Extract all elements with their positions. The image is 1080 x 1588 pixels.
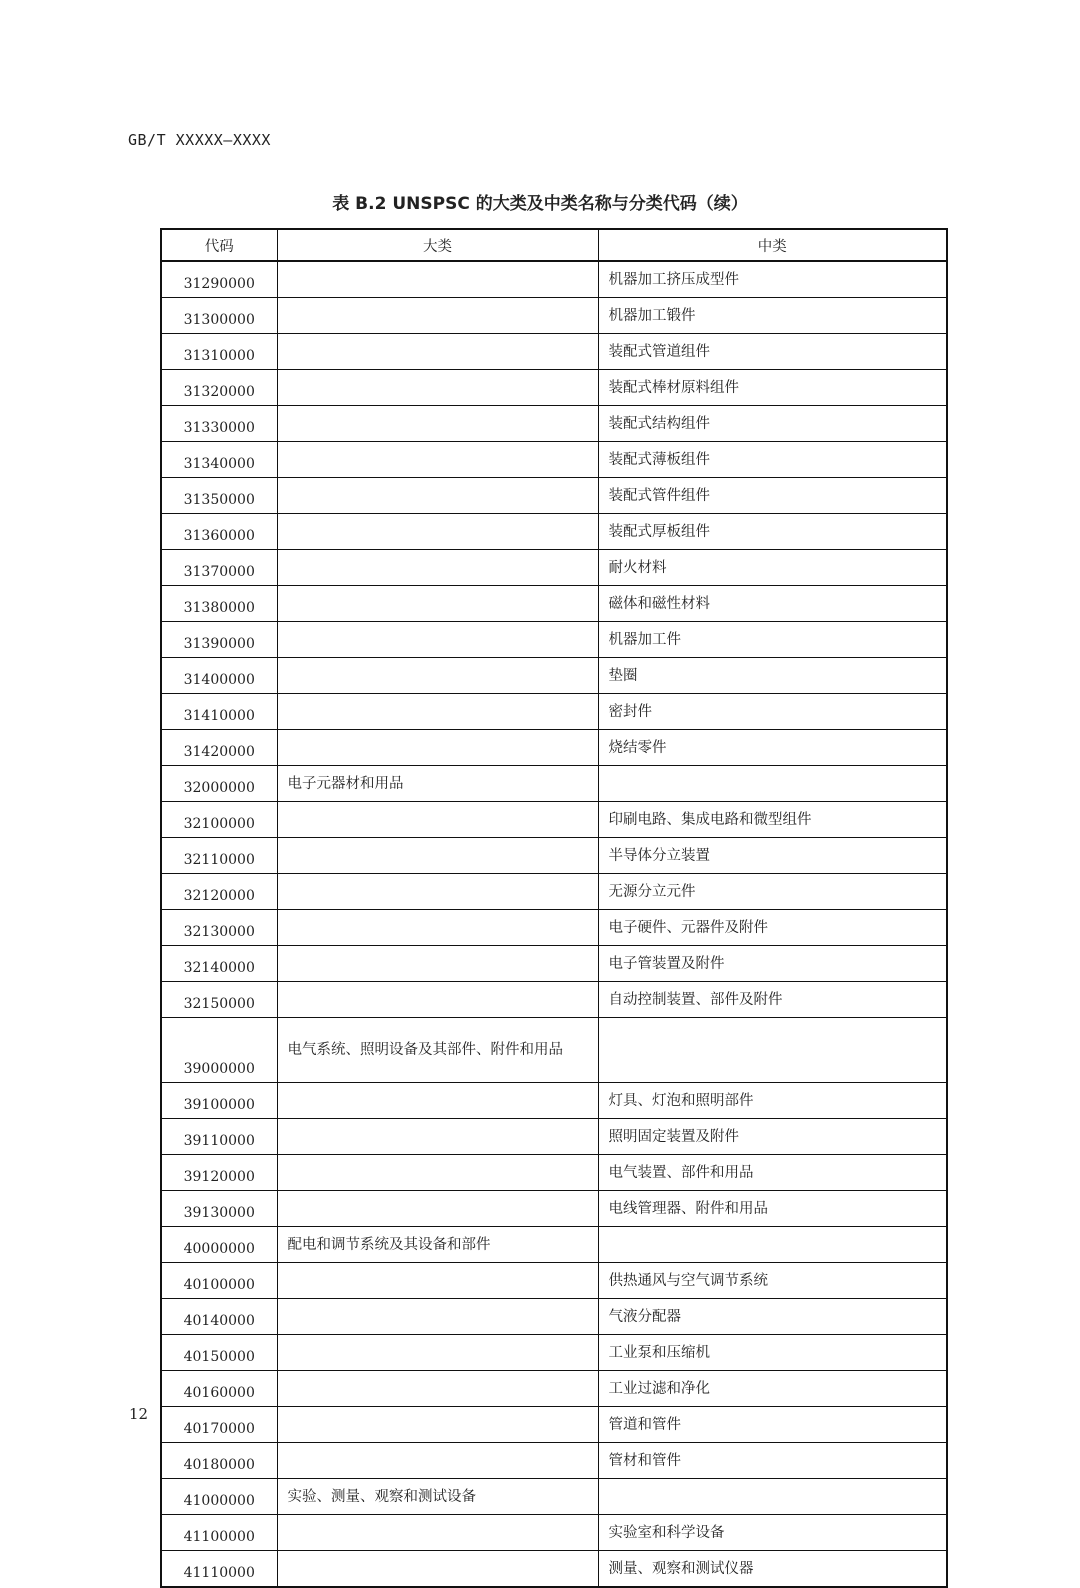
table-row (161, 1299, 947, 1335)
major-category-cell (277, 298, 598, 334)
major-category-cell (277, 1515, 598, 1551)
table-row (161, 946, 947, 982)
table-row (161, 1443, 947, 1479)
table-row (161, 334, 947, 370)
major-category-cell (277, 478, 598, 514)
code-cell: 31330000 (161, 406, 277, 442)
table-row (161, 1371, 947, 1407)
code-cell: 32150000 (161, 982, 277, 1018)
table-row (161, 1551, 947, 1588)
standard-code-header: GB/T XXXXX—XXXX (128, 131, 271, 149)
major-category-cell (277, 1371, 598, 1407)
middle-category-cell: 无源分立元件 (598, 874, 947, 910)
table-row (161, 730, 947, 766)
table-row (161, 1335, 947, 1371)
middle-category-cell (598, 766, 947, 802)
middle-category-cell: 半导体分立装置 (598, 838, 947, 874)
column-header-middle: 中类 (598, 229, 947, 261)
middle-category-cell: 电子管装置及附件 (598, 946, 947, 982)
table-row (161, 1479, 947, 1515)
major-category-cell (277, 586, 598, 622)
table-row (161, 370, 947, 406)
middle-category-cell: 管材和管件 (598, 1443, 947, 1479)
classification-table (160, 228, 948, 1588)
middle-category-cell (598, 1479, 947, 1515)
major-category-cell (277, 622, 598, 658)
table-row (161, 766, 947, 802)
middle-category-cell: 电线管理器、附件和用品 (598, 1191, 947, 1227)
major-category-cell (277, 730, 598, 766)
page-number: 12 (129, 1405, 149, 1423)
major-category-cell (277, 1407, 598, 1443)
major-category-cell: 电子元器材和用品 (277, 766, 598, 802)
middle-category-cell: 工业过滤和净化 (598, 1371, 947, 1407)
code-cell: 31370000 (161, 550, 277, 586)
code-cell: 40150000 (161, 1335, 277, 1371)
middle-category-cell: 电子硬件、元器件及附件 (598, 910, 947, 946)
middle-category-cell: 装配式薄板组件 (598, 442, 947, 478)
code-cell: 31420000 (161, 730, 277, 766)
major-category-cell (277, 1191, 598, 1227)
middle-category-cell: 实验室和科学设备 (598, 1515, 947, 1551)
table-row (161, 406, 947, 442)
code-cell: 41000000 (161, 1479, 277, 1515)
code-cell: 40170000 (161, 1407, 277, 1443)
code-cell: 41100000 (161, 1515, 277, 1551)
major-category-cell (277, 334, 598, 370)
major-category-cell (277, 514, 598, 550)
major-category-cell: 实验、测量、观察和测试设备 (277, 1479, 598, 1515)
code-cell: 40160000 (161, 1371, 277, 1407)
middle-category-cell: 装配式棒材原料组件 (598, 370, 947, 406)
middle-category-cell (598, 1018, 947, 1083)
major-category-cell (277, 1551, 598, 1588)
table-row (161, 586, 947, 622)
code-cell: 31290000 (161, 261, 277, 298)
table-row (161, 982, 947, 1018)
major-category-cell: 电气系统、照明设备及其部件、附件和用品 (277, 1018, 598, 1083)
middle-category-cell: 电气装置、部件和用品 (598, 1155, 947, 1191)
major-category-cell (277, 1299, 598, 1335)
middle-category-cell: 机器加工件 (598, 622, 947, 658)
code-cell: 31410000 (161, 694, 277, 730)
table-row (161, 442, 947, 478)
table-row (161, 802, 947, 838)
code-cell: 31350000 (161, 478, 277, 514)
code-cell: 31360000 (161, 514, 277, 550)
major-category-cell (277, 406, 598, 442)
middle-category-cell: 装配式管件组件 (598, 478, 947, 514)
table-row (161, 1407, 947, 1443)
table-row (161, 1515, 947, 1551)
major-category-cell (277, 910, 598, 946)
middle-category-cell: 管道和管件 (598, 1407, 947, 1443)
column-header-major: 大类 (277, 229, 598, 261)
major-category-cell (277, 1083, 598, 1119)
middle-category-cell: 印刷电路、集成电路和微型组件 (598, 802, 947, 838)
major-category-cell (277, 1335, 598, 1371)
code-cell: 31390000 (161, 622, 277, 658)
table-row (161, 514, 947, 550)
middle-category-cell: 气液分配器 (598, 1299, 947, 1335)
table-row (161, 550, 947, 586)
middle-category-cell: 工业泵和压缩机 (598, 1335, 947, 1371)
code-cell: 31340000 (161, 442, 277, 478)
major-category-cell (277, 1155, 598, 1191)
code-cell: 31380000 (161, 586, 277, 622)
middle-category-cell: 装配式厚板组件 (598, 514, 947, 550)
middle-category-cell: 耐火材料 (598, 550, 947, 586)
middle-category-cell: 机器加工挤压成型件 (598, 261, 947, 298)
code-cell: 32130000 (161, 910, 277, 946)
table-title: 表 B.2 UNSPSC 的大类及中类名称与分类代码（续） (332, 194, 748, 214)
code-cell: 39000000 (161, 1018, 277, 1083)
major-category-cell (277, 1119, 598, 1155)
middle-category-cell: 机器加工锻件 (598, 298, 947, 334)
table-row (161, 298, 947, 334)
middle-category-cell: 密封件 (598, 694, 947, 730)
table-row (161, 1018, 947, 1083)
major-category-cell: 配电和调节系统及其设备和部件 (277, 1227, 598, 1263)
major-category-cell (277, 982, 598, 1018)
major-category-cell (277, 694, 598, 730)
table-row (161, 658, 947, 694)
code-cell: 41110000 (161, 1551, 277, 1588)
middle-category-cell: 灯具、灯泡和照明部件 (598, 1083, 947, 1119)
code-cell: 32140000 (161, 946, 277, 982)
table-header-row (161, 229, 947, 261)
table-row (161, 478, 947, 514)
table-row (161, 874, 947, 910)
middle-category-cell: 磁体和磁性材料 (598, 586, 947, 622)
table-row (161, 1263, 947, 1299)
table-body (161, 261, 947, 1587)
table-row (161, 1227, 947, 1263)
table-row (161, 622, 947, 658)
major-category-cell (277, 874, 598, 910)
major-category-cell (277, 442, 598, 478)
code-cell: 31320000 (161, 370, 277, 406)
table-row (161, 694, 947, 730)
middle-category-cell: 装配式结构组件 (598, 406, 947, 442)
middle-category-cell: 烧结零件 (598, 730, 947, 766)
code-cell: 32100000 (161, 802, 277, 838)
table-row (161, 910, 947, 946)
table-row (161, 1191, 947, 1227)
table-row (161, 261, 947, 298)
code-cell: 32120000 (161, 874, 277, 910)
major-category-cell (277, 658, 598, 694)
table-row (161, 1083, 947, 1119)
major-category-cell (277, 370, 598, 406)
table-row (161, 1155, 947, 1191)
major-category-cell (277, 1263, 598, 1299)
major-category-cell (277, 838, 598, 874)
classification-table-container (160, 228, 946, 1588)
code-cell: 40100000 (161, 1263, 277, 1299)
code-cell: 32110000 (161, 838, 277, 874)
middle-category-cell: 供热通风与空气调节系统 (598, 1263, 947, 1299)
middle-category-cell: 自动控制装置、部件及附件 (598, 982, 947, 1018)
code-cell: 40000000 (161, 1227, 277, 1263)
major-category-cell (277, 550, 598, 586)
code-cell: 31400000 (161, 658, 277, 694)
column-header-code: 代码 (161, 229, 277, 261)
middle-category-cell: 装配式管道组件 (598, 334, 947, 370)
major-category-cell (277, 946, 598, 982)
middle-category-cell: 垫圈 (598, 658, 947, 694)
middle-category-cell: 测量、观察和测试仪器 (598, 1551, 947, 1588)
code-cell: 39130000 (161, 1191, 277, 1227)
major-category-cell (277, 1443, 598, 1479)
code-cell: 31310000 (161, 334, 277, 370)
middle-category-cell (598, 1227, 947, 1263)
middle-category-cell: 照明固定装置及附件 (598, 1119, 947, 1155)
major-category-cell (277, 802, 598, 838)
code-cell: 32000000 (161, 766, 277, 802)
code-cell: 40140000 (161, 1299, 277, 1335)
table-row (161, 838, 947, 874)
code-cell: 40180000 (161, 1443, 277, 1479)
table-row (161, 1119, 947, 1155)
major-category-cell (277, 261, 598, 298)
code-cell: 39100000 (161, 1083, 277, 1119)
code-cell: 39110000 (161, 1119, 277, 1155)
code-cell: 39120000 (161, 1155, 277, 1191)
code-cell: 31300000 (161, 298, 277, 334)
